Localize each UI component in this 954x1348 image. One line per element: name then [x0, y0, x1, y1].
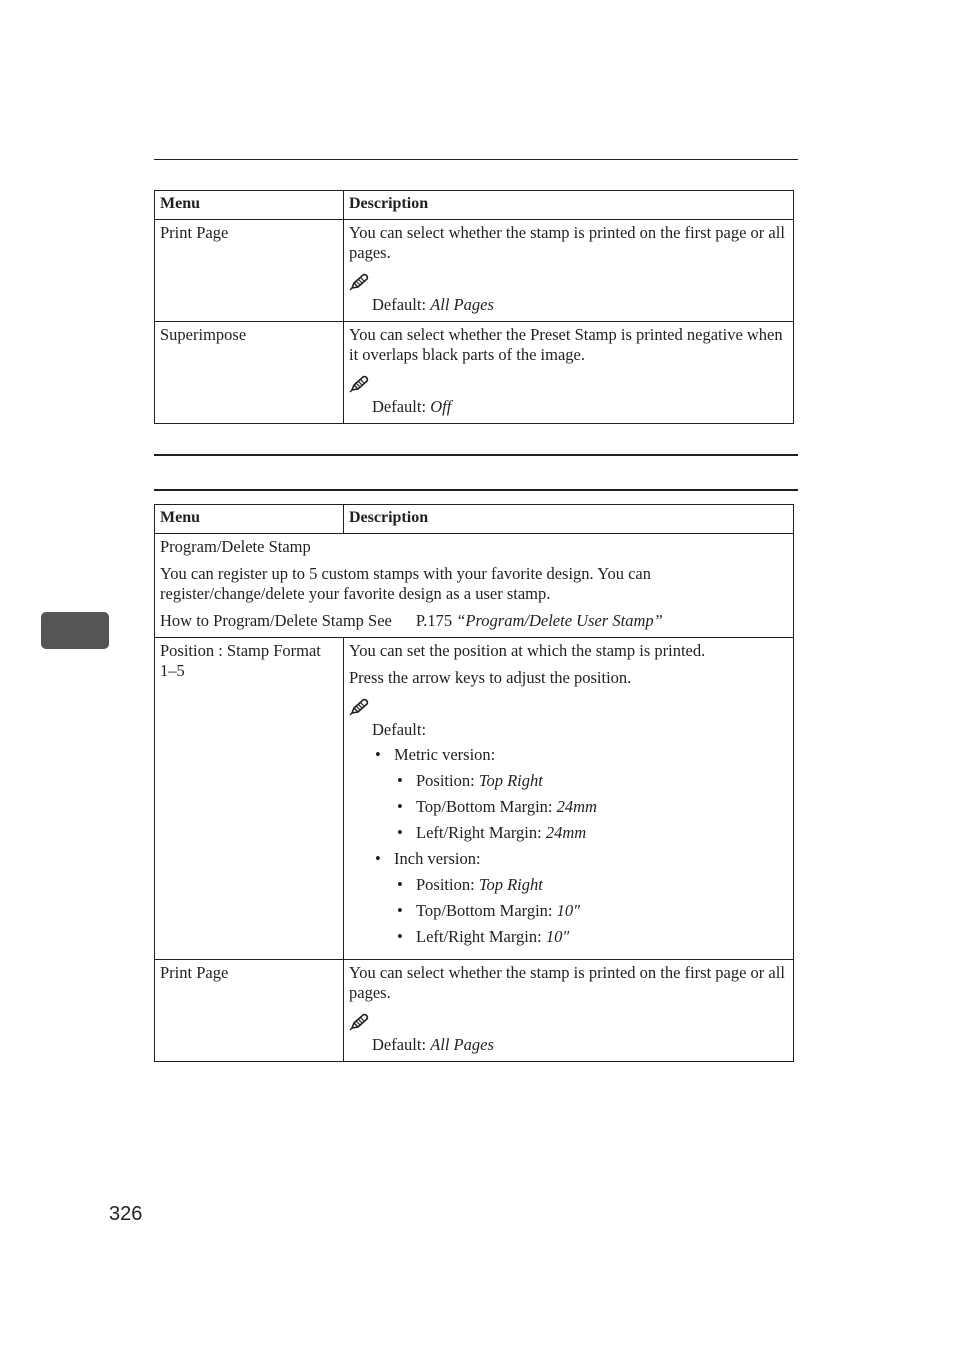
list-item: [394, 901, 788, 921]
default-value-line: [372, 295, 788, 315]
bullet: •: [397, 771, 403, 790]
default-label: Default:: [372, 397, 431, 416]
inch-defaults-list: [394, 875, 788, 947]
item-value: 24mm: [545, 823, 587, 842]
description-header: Description: [344, 505, 794, 534]
list-item: [372, 745, 788, 843]
default-value: All Pages: [430, 295, 494, 314]
bullet: •: [397, 797, 403, 816]
bullet: •: [375, 849, 381, 868]
menu-cell: Position : Stamp Format 1–5: [155, 638, 344, 960]
default-label: Default:: [372, 720, 427, 739]
table-header-row: [155, 505, 794, 534]
table-row: [155, 638, 794, 960]
program-delete-text: You can register up to 5 custom stamps with your favorite design. You can register/change/delete your favorite design as a user stamp.: [160, 564, 651, 603]
item-label: Left/Right Margin:: [416, 927, 546, 946]
item-value: 10″: [556, 901, 581, 920]
description-cell: [344, 638, 794, 960]
stamp-settings-table-2: [154, 504, 794, 1062]
page-number: 326: [109, 1203, 143, 1225]
description-text: You can set the position at which the stamp is printed.: [349, 641, 706, 660]
description-text: You can select whether the stamp is printed on the first page or all pages.: [349, 223, 785, 262]
item-label: Position:: [416, 771, 479, 790]
stamp-settings-table-1: [154, 190, 794, 424]
item-label: Left/Right Margin:: [416, 823, 546, 842]
bullet: •: [375, 745, 381, 764]
list-item: [394, 771, 788, 791]
note: [349, 273, 788, 315]
bullet: •: [397, 901, 403, 920]
section-rule: [154, 489, 798, 491]
list-item: [394, 823, 788, 843]
section-rule: [154, 454, 798, 456]
version-label: Inch version:: [394, 849, 481, 868]
item-label: Position:: [416, 875, 479, 894]
description-header: Description: [344, 191, 794, 220]
default-value-line: [372, 397, 788, 417]
default-value: All Pages: [430, 1035, 494, 1054]
bullet: •: [397, 875, 403, 894]
default-label: Default:: [372, 295, 431, 314]
description-cell: [344, 322, 794, 424]
default-label: Default:: [372, 1035, 431, 1054]
description-text: You can select whether the stamp is printed on the first page or all pages.: [349, 963, 785, 1002]
description-text: Press the arrow keys to adjust the position.: [349, 668, 632, 687]
table-header-row: [155, 191, 794, 220]
chapter-tab: [41, 612, 109, 649]
item-label: Top/Bottom Margin:: [416, 901, 557, 920]
item-label: Top/Bottom Margin:: [416, 797, 557, 816]
table-row: [155, 322, 794, 424]
menu-cell: Superimpose: [155, 322, 344, 424]
menu-header: Menu: [155, 191, 344, 220]
note: [349, 698, 788, 947]
program-delete-stamp-cell: [155, 534, 794, 638]
item-value: 10″: [545, 927, 570, 946]
pencil-note-icon: [349, 375, 369, 393]
list-item: [394, 875, 788, 895]
list-item: [372, 849, 788, 947]
description-cell: [344, 220, 794, 322]
program-delete-reference: [160, 611, 788, 631]
note: [349, 375, 788, 417]
table-row: [155, 220, 794, 322]
pencil-note-icon: [349, 273, 369, 291]
metric-defaults-list: [394, 771, 788, 843]
bullet: •: [397, 927, 403, 946]
description-text: You can select whether the Preset Stamp is printed negative when it overlaps black parts of the image.: [349, 325, 783, 364]
item-value: 24mm: [556, 797, 597, 816]
table-row: [155, 960, 794, 1062]
bullet: •: [397, 823, 403, 842]
list-item: [394, 797, 788, 817]
item-value: Top Right: [478, 771, 543, 790]
table-row: [155, 534, 794, 638]
top-rule: [154, 159, 798, 160]
item-value: Top Right: [478, 875, 543, 894]
description-cell: [344, 960, 794, 1062]
pencil-note-icon: [349, 1013, 369, 1031]
reference-title: “Program/Delete User Stamp”: [456, 611, 663, 630]
list-item: [394, 927, 788, 947]
note: [349, 1013, 788, 1055]
reference-page: P.175: [415, 611, 457, 630]
howto-text: How to Program/Delete Stamp See: [160, 611, 392, 630]
version-label: Metric version:: [394, 745, 496, 764]
default-value: Off: [430, 397, 452, 416]
pencil-note-icon: [349, 698, 369, 716]
menu-cell: Print Page: [155, 220, 344, 322]
menu-header: Menu: [155, 505, 344, 534]
program-delete-title: Program/Delete Stamp: [160, 537, 311, 556]
default-value-line: [372, 1035, 788, 1055]
version-list: [372, 745, 788, 947]
menu-cell: Print Page: [155, 960, 344, 1062]
